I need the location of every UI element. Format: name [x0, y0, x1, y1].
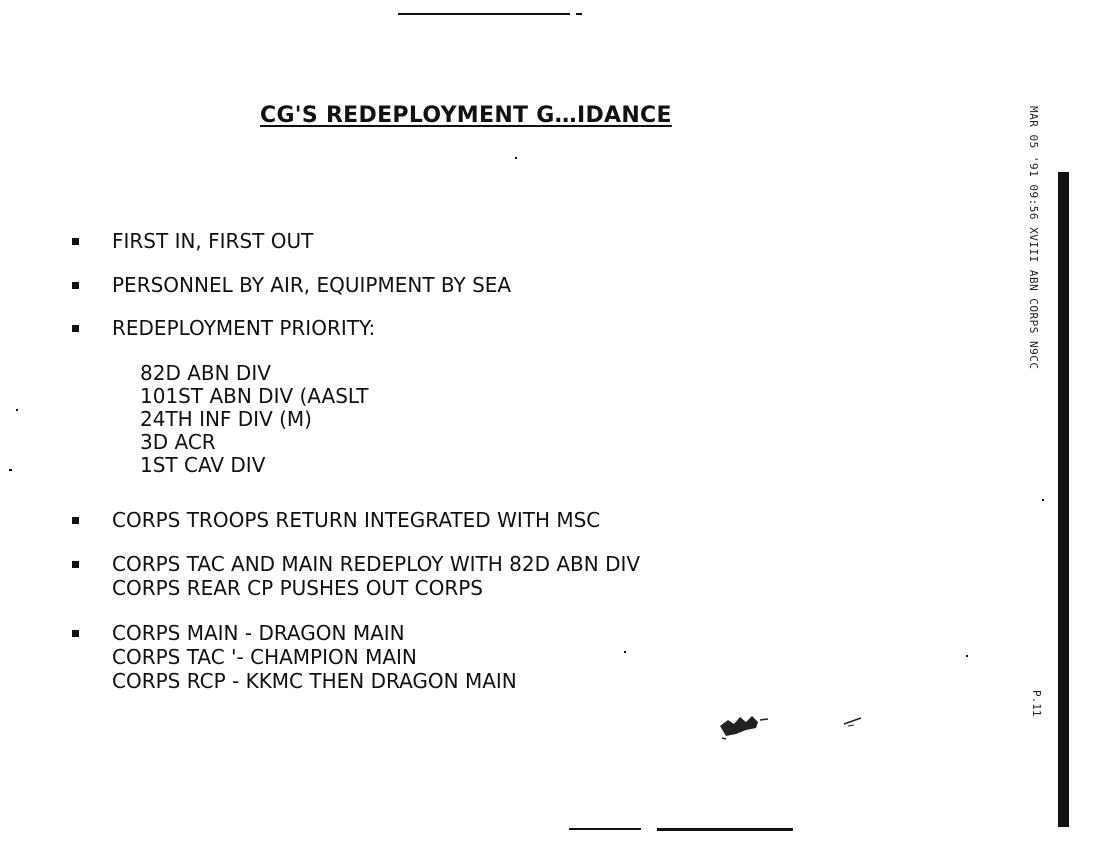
priority-item: 24TH INF DIV (M) [140, 407, 312, 431]
top-rule-tick [576, 13, 582, 15]
scan-smudge [716, 708, 866, 744]
bullet-text [112, 621, 517, 693]
bullet-line: CORPS TAC AND MAIN REDEPLOY WITH 82D ABN DIV [112, 552, 641, 576]
dot [1042, 499, 1044, 501]
priority-list [140, 362, 369, 477]
dot [966, 655, 968, 657]
bullet-text: CORPS TROOPS RETURN INTEGRATED WITH MSC [112, 508, 601, 532]
dot [9, 469, 12, 471]
priority-item: 1ST CAV DIV [140, 453, 266, 477]
dot [16, 409, 18, 411]
bullet-line: CORPS REAR CP PUSHES OUT CORPS [112, 576, 484, 600]
bullet-line: CORPS RCP - KKMC THEN DRAGON MAIN [112, 669, 517, 693]
bullet-text [112, 552, 640, 600]
page-number: P.11 [1030, 690, 1043, 717]
priority-item: 3D ACR [140, 430, 216, 454]
bullet-text: REDEPLOYMENT PRIORITY: [112, 316, 376, 340]
priority-item: 101ST ABN DIV (AASLT [140, 384, 369, 408]
fax-stamp: MAR 05 '91 09:56 XVIII ABN CORPS N9CC [1027, 106, 1040, 370]
bullet-marker [72, 630, 79, 637]
bullet-marker [72, 282, 79, 289]
bullet-text: PERSONNEL BY AIR, EQUIPMENT BY SEA [112, 273, 512, 297]
bullet-marker [72, 238, 79, 245]
bullet-marker [72, 561, 79, 568]
dot [624, 651, 626, 653]
page-title: CG'S REDEPLOYMENT G…IDANCE [260, 103, 672, 128]
bottom-rule [657, 828, 793, 831]
top-rule [398, 13, 570, 15]
bullet-marker [72, 517, 79, 524]
bullet-marker [72, 325, 79, 332]
scan-edge-bar [1058, 172, 1069, 827]
dot [515, 157, 517, 159]
bullet-line: CORPS MAIN - DRAGON MAIN [112, 621, 405, 645]
bottom-rule [569, 828, 641, 830]
bullet-text: FIRST IN, FIRST OUT [112, 229, 314, 253]
priority-item: 82D ABN DIV [140, 361, 271, 385]
bullet-line: CORPS TAC '- CHAMPION MAIN [112, 645, 417, 669]
